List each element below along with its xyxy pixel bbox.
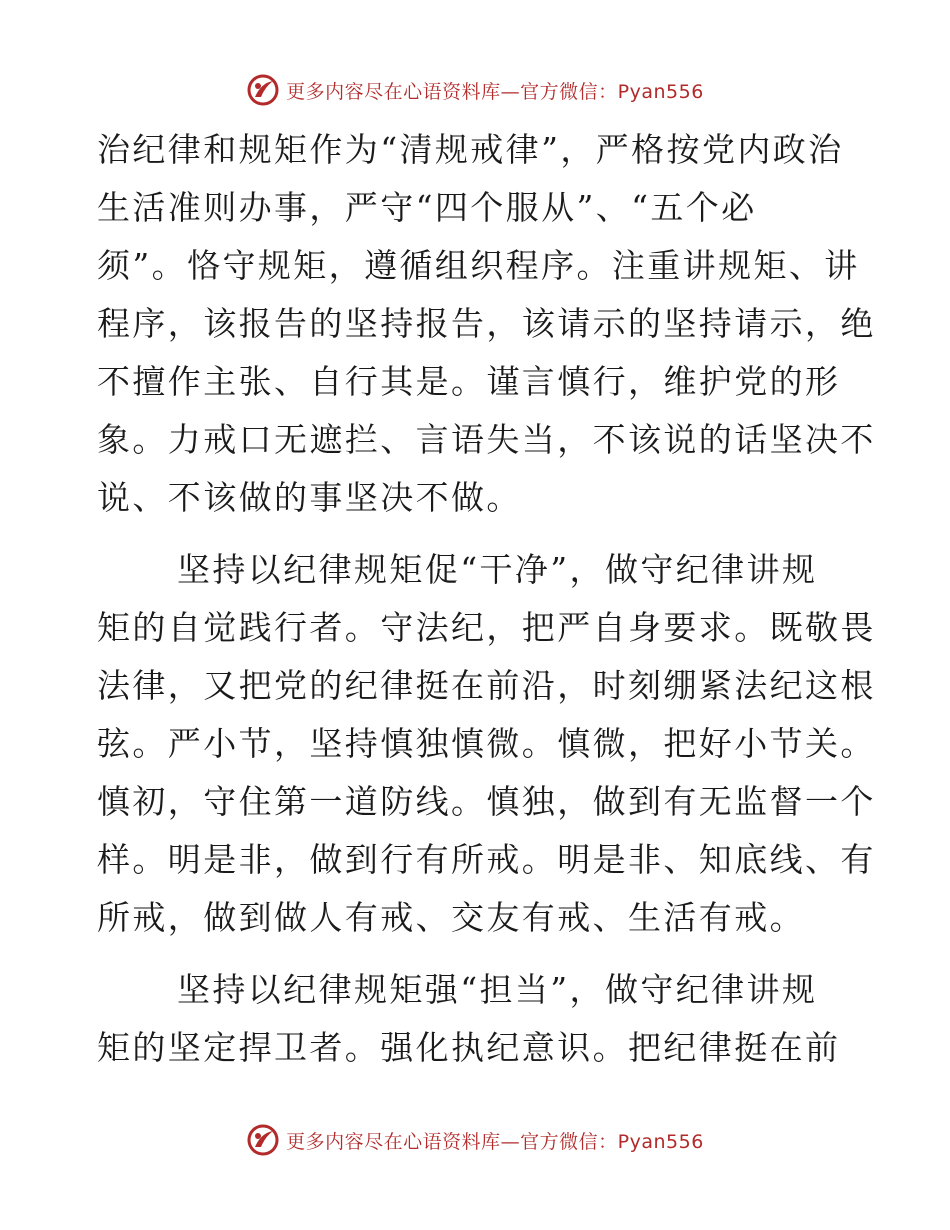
text-line: 坚持以纪律规矩强“担当”，做守纪律讲规 bbox=[177, 970, 818, 1009]
watermark-text bbox=[286, 77, 704, 104]
text-line: 说、不该做的事坚决不做。 bbox=[97, 478, 522, 517]
text-line: 矩的自觉践行者。守法纪，把严自身要求。既敬畏 bbox=[97, 608, 876, 647]
footer-watermark bbox=[0, 1120, 950, 1160]
red-logo-icon bbox=[246, 1123, 280, 1157]
wechat-id: Pyan556 bbox=[617, 80, 704, 103]
watermark-label: 更多内容尽在心语资料库—官方微信： bbox=[286, 1130, 618, 1153]
wechat-id: Pyan556 bbox=[617, 1130, 704, 1153]
text-line: 不擅作主张、自行其是。谨言慎行，维护党的形 bbox=[97, 362, 841, 401]
red-logo-icon bbox=[246, 73, 280, 107]
header-watermark bbox=[0, 70, 950, 110]
document-body bbox=[97, 121, 876, 1091]
watermark-text bbox=[286, 1127, 704, 1154]
text-line: 坚持以纪律规矩促“干净”，做守纪律讲规 bbox=[177, 550, 818, 589]
text-line: 弦。严小节，坚持慎独慎微。慎微，把好小节关。 bbox=[97, 724, 876, 763]
text-line: 生活准则办事，严守“四个服从”、“五个必 bbox=[97, 188, 757, 227]
text-line: 慎初，守住第一道防线。慎独，做到有无监督一个 bbox=[97, 782, 876, 821]
paragraph bbox=[97, 541, 876, 947]
text-line: 象。力戒口无遮拦、言语失当，不该说的话坚决不 bbox=[97, 420, 876, 459]
text-line: 须”。恪守规矩，遵循组织程序。注重讲规矩、讲 bbox=[97, 246, 860, 285]
text-line: 程序，该报告的坚持报告，该请示的坚持请示，绝 bbox=[97, 304, 876, 343]
watermark-label: 更多内容尽在心语资料库—官方微信： bbox=[286, 80, 618, 103]
text-line: 样。明是非，做到行有所戒。明是非、知底线、有 bbox=[97, 840, 876, 879]
paragraph bbox=[97, 961, 857, 1077]
text-line: 法律，又把党的纪律挺在前沿，时刻绷紧法纪这根 bbox=[97, 666, 876, 705]
text-line: 治纪律和规矩作为“清规戒律”，严格按党内政治 bbox=[97, 130, 844, 169]
text-line: 矩的坚定捍卫者。强化执纪意识。把纪律挺在前 bbox=[97, 1028, 841, 1067]
paragraph bbox=[97, 121, 876, 527]
text-line: 所戒，做到做人有戒、交友有戒、生活有戒。 bbox=[97, 898, 805, 937]
